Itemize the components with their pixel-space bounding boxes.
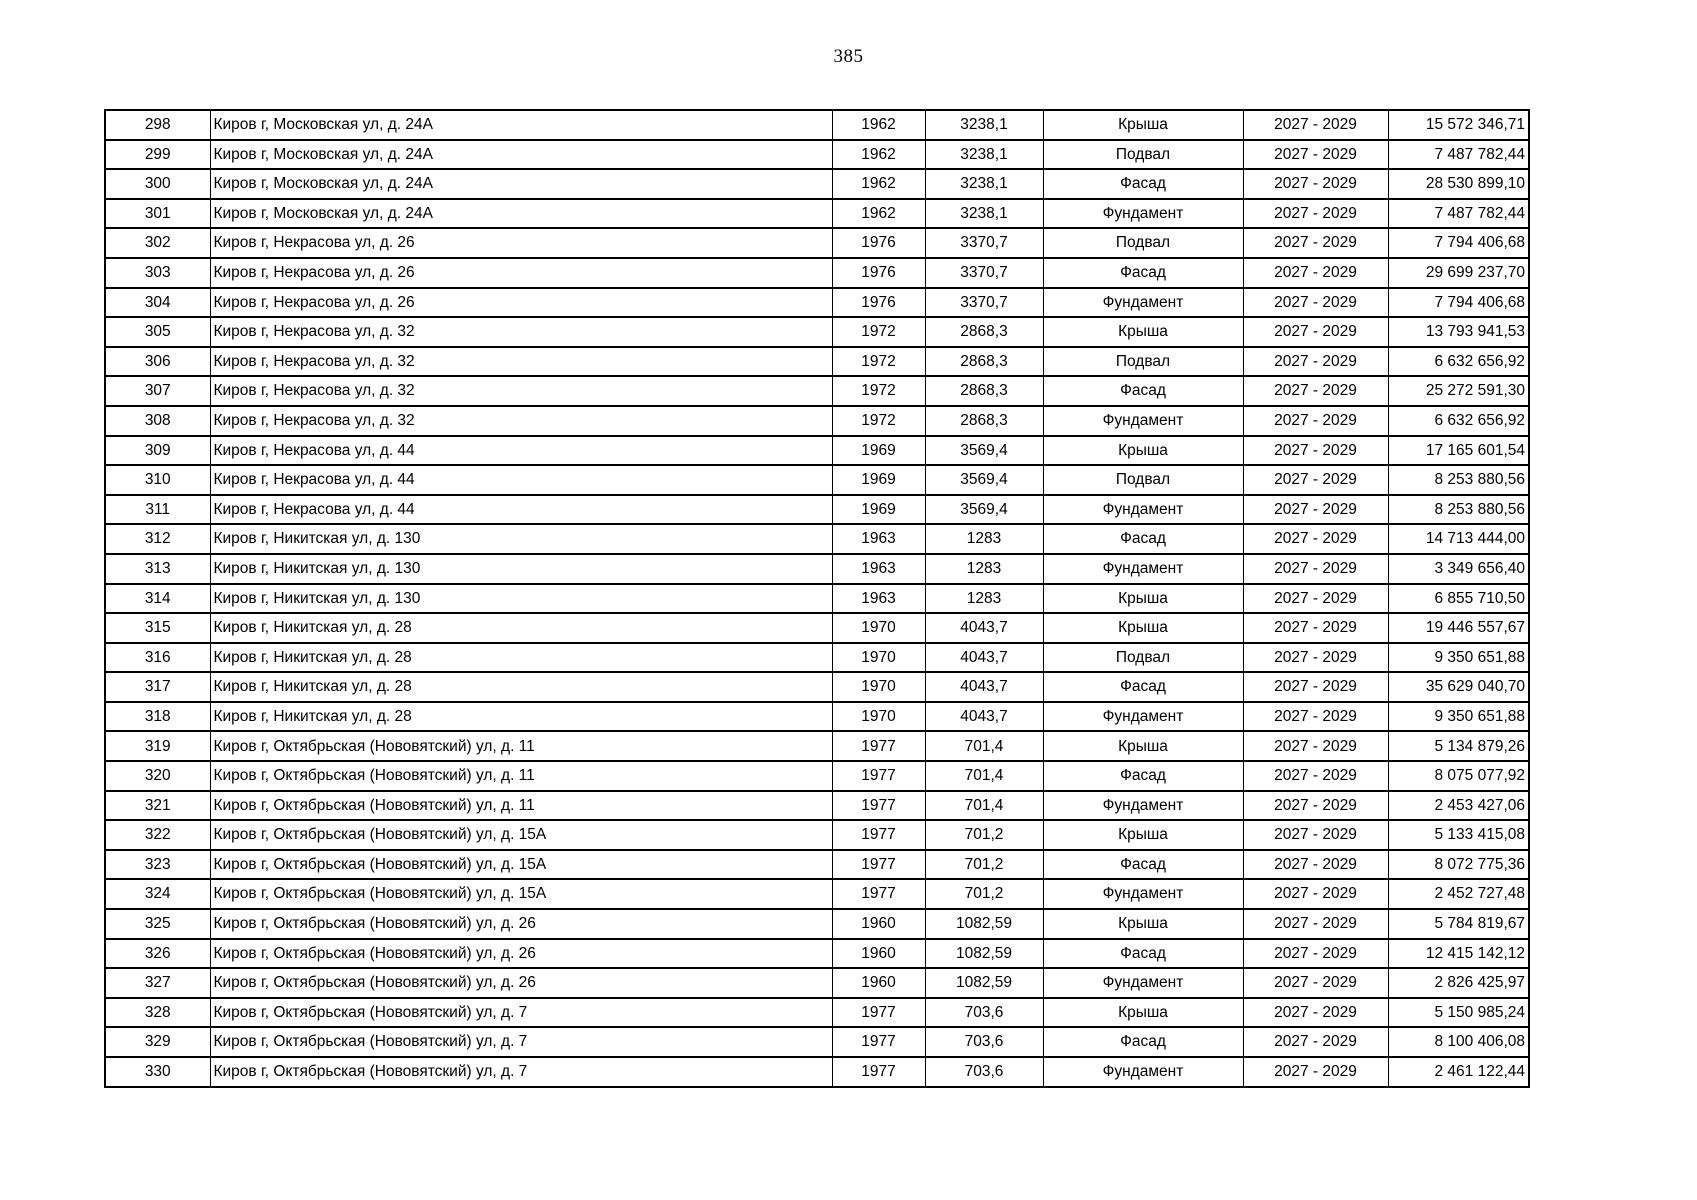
build-year-cell: 1977 [832, 1027, 925, 1057]
address-cell: Киров г, Октябрьская (Нововятский) ул, д. 15А [210, 820, 832, 850]
table-row [105, 465, 1529, 495]
area-cell: 703,6 [925, 1027, 1043, 1057]
cost-cell: 28 530 899,10 [1388, 169, 1529, 199]
row-number-cell: 321 [105, 791, 210, 821]
build-year-cell: 1977 [832, 998, 925, 1028]
row-number-cell: 300 [105, 169, 210, 199]
table-row [105, 584, 1529, 614]
build-year-cell: 1960 [832, 968, 925, 998]
area-cell: 3238,1 [925, 110, 1043, 140]
cost-cell: 6 632 656,92 [1388, 347, 1529, 377]
period-cell: 2027 - 2029 [1243, 199, 1388, 229]
area-cell: 4043,7 [925, 672, 1043, 702]
period-cell: 2027 - 2029 [1243, 554, 1388, 584]
work-type-cell: Крыша [1043, 436, 1243, 466]
build-year-cell: 1969 [832, 495, 925, 525]
repair-schedule-table [104, 109, 1530, 1088]
table-row [105, 376, 1529, 406]
cost-cell: 29 699 237,70 [1388, 258, 1529, 288]
work-type-cell: Фасад [1043, 169, 1243, 199]
period-cell: 2027 - 2029 [1243, 347, 1388, 377]
table-row [105, 554, 1529, 584]
build-year-cell: 1977 [832, 850, 925, 880]
work-type-cell: Крыша [1043, 820, 1243, 850]
area-cell: 703,6 [925, 998, 1043, 1028]
build-year-cell: 1962 [832, 199, 925, 229]
address-cell: Киров г, Октябрьская (Нововятский) ул, д. 15А [210, 879, 832, 909]
cost-cell: 8 075 077,92 [1388, 761, 1529, 791]
work-type-cell: Крыша [1043, 110, 1243, 140]
table-row [105, 347, 1529, 377]
address-cell: Киров г, Октябрьская (Нововятский) ул, д. 11 [210, 731, 832, 761]
table-row [105, 672, 1529, 702]
row-number-cell: 316 [105, 643, 210, 673]
table-row [105, 1057, 1529, 1087]
work-type-cell: Фундамент [1043, 288, 1243, 318]
build-year-cell: 1972 [832, 406, 925, 436]
address-cell: Киров г, Московская ул, д. 24А [210, 169, 832, 199]
area-cell: 3370,7 [925, 258, 1043, 288]
table-row [105, 1027, 1529, 1057]
table-row [105, 643, 1529, 673]
cost-cell: 12 415 142,12 [1388, 939, 1529, 969]
area-cell: 703,6 [925, 1057, 1043, 1087]
cost-cell: 7 487 782,44 [1388, 199, 1529, 229]
area-cell: 1283 [925, 524, 1043, 554]
table-row [105, 169, 1529, 199]
address-cell: Киров г, Никитская ул, д. 28 [210, 702, 832, 732]
work-type-cell: Фасад [1043, 258, 1243, 288]
address-cell: Киров г, Московская ул, д. 24А [210, 110, 832, 140]
area-cell: 1283 [925, 584, 1043, 614]
build-year-cell: 1977 [832, 879, 925, 909]
area-cell: 1082,59 [925, 968, 1043, 998]
build-year-cell: 1972 [832, 317, 925, 347]
period-cell: 2027 - 2029 [1243, 643, 1388, 673]
table-row [105, 968, 1529, 998]
cost-cell: 8 253 880,56 [1388, 465, 1529, 495]
period-cell: 2027 - 2029 [1243, 140, 1388, 170]
period-cell: 2027 - 2029 [1243, 820, 1388, 850]
build-year-cell: 1977 [832, 761, 925, 791]
table-row [105, 524, 1529, 554]
build-year-cell: 1970 [832, 672, 925, 702]
area-cell: 3238,1 [925, 199, 1043, 229]
address-cell: Киров г, Некрасова ул, д. 44 [210, 436, 832, 466]
area-cell: 701,2 [925, 820, 1043, 850]
row-number-cell: 310 [105, 465, 210, 495]
build-year-cell: 1970 [832, 702, 925, 732]
table-row [105, 495, 1529, 525]
cost-cell: 2 461 122,44 [1388, 1057, 1529, 1087]
cost-cell: 7 487 782,44 [1388, 140, 1529, 170]
work-type-cell: Подвал [1043, 347, 1243, 377]
build-year-cell: 1976 [832, 258, 925, 288]
cost-cell: 25 272 591,30 [1388, 376, 1529, 406]
work-type-cell: Крыша [1043, 998, 1243, 1028]
period-cell: 2027 - 2029 [1243, 939, 1388, 969]
work-type-cell: Фасад [1043, 761, 1243, 791]
period-cell: 2027 - 2029 [1243, 1057, 1388, 1087]
cost-cell: 35 629 040,70 [1388, 672, 1529, 702]
build-year-cell: 1962 [832, 169, 925, 199]
row-number-cell: 301 [105, 199, 210, 229]
address-cell: Киров г, Московская ул, д. 24А [210, 199, 832, 229]
row-number-cell: 314 [105, 584, 210, 614]
area-cell: 4043,7 [925, 613, 1043, 643]
cost-cell: 5 134 879,26 [1388, 731, 1529, 761]
cost-cell: 7 794 406,68 [1388, 288, 1529, 318]
work-type-cell: Фундамент [1043, 702, 1243, 732]
table-row [105, 140, 1529, 170]
work-type-cell: Подвал [1043, 140, 1243, 170]
build-year-cell: 1977 [832, 791, 925, 821]
area-cell: 3370,7 [925, 288, 1043, 318]
build-year-cell: 1969 [832, 436, 925, 466]
work-type-cell: Подвал [1043, 228, 1243, 258]
build-year-cell: 1960 [832, 909, 925, 939]
area-cell: 701,4 [925, 791, 1043, 821]
area-cell: 701,4 [925, 731, 1043, 761]
area-cell: 2868,3 [925, 347, 1043, 377]
period-cell: 2027 - 2029 [1243, 584, 1388, 614]
area-cell: 2868,3 [925, 376, 1043, 406]
work-type-cell: Фасад [1043, 939, 1243, 969]
cost-cell: 3 349 656,40 [1388, 554, 1529, 584]
period-cell: 2027 - 2029 [1243, 672, 1388, 702]
build-year-cell: 1977 [832, 731, 925, 761]
address-cell: Киров г, Октябрьская (Нововятский) ул, д. 11 [210, 791, 832, 821]
work-type-cell: Фундамент [1043, 879, 1243, 909]
address-cell: Киров г, Никитская ул, д. 130 [210, 554, 832, 584]
period-cell: 2027 - 2029 [1243, 288, 1388, 318]
area-cell: 701,4 [925, 761, 1043, 791]
cost-cell: 9 350 651,88 [1388, 643, 1529, 673]
period-cell: 2027 - 2029 [1243, 879, 1388, 909]
row-number-cell: 312 [105, 524, 210, 554]
work-type-cell: Подвал [1043, 643, 1243, 673]
cost-cell: 17 165 601,54 [1388, 436, 1529, 466]
area-cell: 4043,7 [925, 702, 1043, 732]
work-type-cell: Фасад [1043, 1027, 1243, 1057]
address-cell: Киров г, Октябрьская (Нововятский) ул, д. 15А [210, 850, 832, 880]
table-row [105, 702, 1529, 732]
work-type-cell: Фундамент [1043, 199, 1243, 229]
row-number-cell: 328 [105, 998, 210, 1028]
build-year-cell: 1963 [832, 554, 925, 584]
build-year-cell: 1970 [832, 613, 925, 643]
row-number-cell: 305 [105, 317, 210, 347]
cost-cell: 5 150 985,24 [1388, 998, 1529, 1028]
cost-cell: 2 453 427,06 [1388, 791, 1529, 821]
period-cell: 2027 - 2029 [1243, 376, 1388, 406]
table-row [105, 820, 1529, 850]
area-cell: 3370,7 [925, 228, 1043, 258]
row-number-cell: 330 [105, 1057, 210, 1087]
row-number-cell: 315 [105, 613, 210, 643]
table-row [105, 791, 1529, 821]
period-cell: 2027 - 2029 [1243, 465, 1388, 495]
row-number-cell: 324 [105, 879, 210, 909]
build-year-cell: 1962 [832, 140, 925, 170]
area-cell: 3569,4 [925, 495, 1043, 525]
address-cell: Киров г, Никитская ул, д. 28 [210, 643, 832, 673]
work-type-cell: Крыша [1043, 731, 1243, 761]
table-row [105, 909, 1529, 939]
area-cell: 3238,1 [925, 169, 1043, 199]
build-year-cell: 1963 [832, 584, 925, 614]
work-type-cell: Фундамент [1043, 495, 1243, 525]
area-cell: 701,2 [925, 879, 1043, 909]
address-cell: Киров г, Никитская ул, д. 28 [210, 672, 832, 702]
row-number-cell: 298 [105, 110, 210, 140]
page-number: 385 [833, 46, 864, 67]
work-type-cell: Фасад [1043, 672, 1243, 702]
address-cell: Киров г, Некрасова ул, д. 32 [210, 376, 832, 406]
period-cell: 2027 - 2029 [1243, 702, 1388, 732]
row-number-cell: 320 [105, 761, 210, 791]
area-cell: 1082,59 [925, 939, 1043, 969]
row-number-cell: 311 [105, 495, 210, 525]
period-cell: 2027 - 2029 [1243, 228, 1388, 258]
cost-cell: 5 784 819,67 [1388, 909, 1529, 939]
cost-cell: 8 072 775,36 [1388, 850, 1529, 880]
period-cell: 2027 - 2029 [1243, 850, 1388, 880]
row-number-cell: 299 [105, 140, 210, 170]
cost-cell: 8 100 406,08 [1388, 1027, 1529, 1057]
address-cell: Киров г, Некрасова ул, д. 26 [210, 288, 832, 318]
build-year-cell: 1963 [832, 524, 925, 554]
period-cell: 2027 - 2029 [1243, 406, 1388, 436]
address-cell: Киров г, Некрасова ул, д. 44 [210, 465, 832, 495]
period-cell: 2027 - 2029 [1243, 909, 1388, 939]
work-type-cell: Фасад [1043, 850, 1243, 880]
address-cell: Киров г, Некрасова ул, д. 26 [210, 228, 832, 258]
area-cell: 3569,4 [925, 436, 1043, 466]
work-type-cell: Крыша [1043, 613, 1243, 643]
build-year-cell: 1977 [832, 820, 925, 850]
build-year-cell: 1972 [832, 376, 925, 406]
table-row [105, 850, 1529, 880]
cost-cell: 6 855 710,50 [1388, 584, 1529, 614]
row-number-cell: 304 [105, 288, 210, 318]
period-cell: 2027 - 2029 [1243, 495, 1388, 525]
build-year-cell: 1969 [832, 465, 925, 495]
row-number-cell: 322 [105, 820, 210, 850]
area-cell: 1283 [925, 554, 1043, 584]
cost-cell: 6 632 656,92 [1388, 406, 1529, 436]
period-cell: 2027 - 2029 [1243, 791, 1388, 821]
work-type-cell: Фундамент [1043, 968, 1243, 998]
address-cell: Киров г, Никитская ул, д. 130 [210, 524, 832, 554]
table-row [105, 761, 1529, 791]
table-row [105, 228, 1529, 258]
area-cell: 2868,3 [925, 406, 1043, 436]
table-row [105, 110, 1529, 140]
address-cell: Киров г, Октябрьская (Нововятский) ул, д. 11 [210, 761, 832, 791]
cost-cell: 9 350 651,88 [1388, 702, 1529, 732]
period-cell: 2027 - 2029 [1243, 968, 1388, 998]
row-number-cell: 329 [105, 1027, 210, 1057]
address-cell: Киров г, Октябрьская (Нововятский) ул, д. 7 [210, 998, 832, 1028]
work-type-cell: Фундамент [1043, 1057, 1243, 1087]
row-number-cell: 317 [105, 672, 210, 702]
cost-cell: 5 133 415,08 [1388, 820, 1529, 850]
period-cell: 2027 - 2029 [1243, 613, 1388, 643]
period-cell: 2027 - 2029 [1243, 761, 1388, 791]
build-year-cell: 1977 [832, 1057, 925, 1087]
table-row [105, 939, 1529, 969]
table-row [105, 317, 1529, 347]
work-type-cell: Фундамент [1043, 554, 1243, 584]
table-row [105, 731, 1529, 761]
table-row [105, 613, 1529, 643]
row-number-cell: 308 [105, 406, 210, 436]
address-cell: Киров г, Октябрьская (Нововятский) ул, д. 26 [210, 968, 832, 998]
work-type-cell: Фундамент [1043, 791, 1243, 821]
table-row [105, 879, 1529, 909]
period-cell: 2027 - 2029 [1243, 110, 1388, 140]
table-row [105, 258, 1529, 288]
work-type-cell: Крыша [1043, 909, 1243, 939]
row-number-cell: 303 [105, 258, 210, 288]
row-number-cell: 307 [105, 376, 210, 406]
table-row [105, 199, 1529, 229]
work-type-cell: Фундамент [1043, 406, 1243, 436]
work-type-cell: Фасад [1043, 524, 1243, 554]
row-number-cell: 319 [105, 731, 210, 761]
address-cell: Киров г, Некрасова ул, д. 32 [210, 317, 832, 347]
period-cell: 2027 - 2029 [1243, 524, 1388, 554]
address-cell: Киров г, Некрасова ул, д. 44 [210, 495, 832, 525]
row-number-cell: 323 [105, 850, 210, 880]
cost-cell: 8 253 880,56 [1388, 495, 1529, 525]
row-number-cell: 306 [105, 347, 210, 377]
address-cell: Киров г, Некрасова ул, д. 26 [210, 258, 832, 288]
area-cell: 1082,59 [925, 909, 1043, 939]
work-type-cell: Крыша [1043, 317, 1243, 347]
period-cell: 2027 - 2029 [1243, 258, 1388, 288]
period-cell: 2027 - 2029 [1243, 1027, 1388, 1057]
table-row [105, 998, 1529, 1028]
table-row [105, 436, 1529, 466]
cost-cell: 2 452 727,48 [1388, 879, 1529, 909]
build-year-cell: 1976 [832, 288, 925, 318]
row-number-cell: 313 [105, 554, 210, 584]
build-year-cell: 1962 [832, 110, 925, 140]
cost-cell: 7 794 406,68 [1388, 228, 1529, 258]
table-body [105, 110, 1529, 1087]
area-cell: 3238,1 [925, 140, 1043, 170]
address-cell: Киров г, Некрасова ул, д. 32 [210, 406, 832, 436]
cost-cell: 14 713 444,00 [1388, 524, 1529, 554]
address-cell: Киров г, Никитская ул, д. 130 [210, 584, 832, 614]
area-cell: 701,2 [925, 850, 1043, 880]
build-year-cell: 1976 [832, 228, 925, 258]
area-cell: 2868,3 [925, 317, 1043, 347]
build-year-cell: 1972 [832, 347, 925, 377]
build-year-cell: 1960 [832, 939, 925, 969]
period-cell: 2027 - 2029 [1243, 317, 1388, 347]
table-row [105, 288, 1529, 318]
table-row [105, 406, 1529, 436]
address-cell: Киров г, Октябрьская (Нововятский) ул, д. 26 [210, 909, 832, 939]
address-cell: Киров г, Московская ул, д. 24А [210, 140, 832, 170]
cost-cell: 2 826 425,97 [1388, 968, 1529, 998]
work-type-cell: Фасад [1043, 376, 1243, 406]
row-number-cell: 325 [105, 909, 210, 939]
cost-cell: 13 793 941,53 [1388, 317, 1529, 347]
period-cell: 2027 - 2029 [1243, 998, 1388, 1028]
row-number-cell: 302 [105, 228, 210, 258]
period-cell: 2027 - 2029 [1243, 169, 1388, 199]
area-cell: 3569,4 [925, 465, 1043, 495]
cost-cell: 19 446 557,67 [1388, 613, 1529, 643]
cost-cell: 15 572 346,71 [1388, 110, 1529, 140]
address-cell: Киров г, Некрасова ул, д. 32 [210, 347, 832, 377]
period-cell: 2027 - 2029 [1243, 436, 1388, 466]
work-type-cell: Крыша [1043, 584, 1243, 614]
row-number-cell: 309 [105, 436, 210, 466]
work-type-cell: Подвал [1043, 465, 1243, 495]
address-cell: Киров г, Октябрьская (Нововятский) ул, д. 26 [210, 939, 832, 969]
address-cell: Киров г, Никитская ул, д. 28 [210, 613, 832, 643]
area-cell: 4043,7 [925, 643, 1043, 673]
address-cell: Киров г, Октябрьская (Нововятский) ул, д. 7 [210, 1057, 832, 1087]
row-number-cell: 327 [105, 968, 210, 998]
row-number-cell: 318 [105, 702, 210, 732]
address-cell: Киров г, Октябрьская (Нововятский) ул, д. 7 [210, 1027, 832, 1057]
row-number-cell: 326 [105, 939, 210, 969]
period-cell: 2027 - 2029 [1243, 731, 1388, 761]
build-year-cell: 1970 [832, 643, 925, 673]
